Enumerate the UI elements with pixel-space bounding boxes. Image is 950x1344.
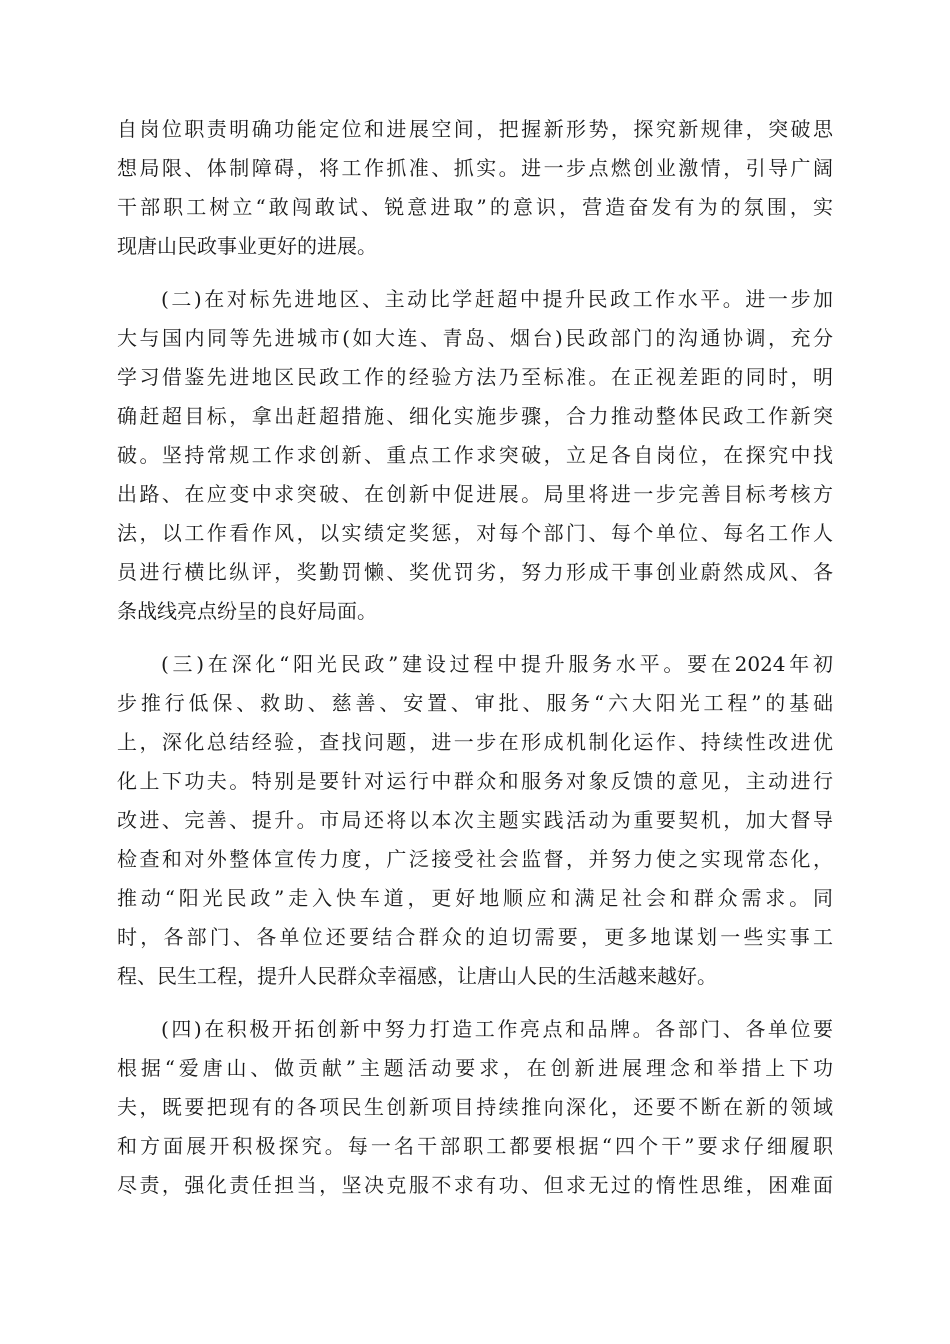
- text-line: 自岗位职责明确功能定位和进展空间，把握新形势，探究新规律，突破思: [117, 117, 833, 141]
- text-line: 根据“爱唐山、做贡献”主题活动要求，在创新进展理念和举措上下功: [117, 1056, 833, 1080]
- text-line: 大与国内同等先进城市(如大连、青岛、烟台)民政部门的沟通协调，充分: [117, 326, 833, 350]
- paragraph-section-4: [117, 1010, 833, 1205]
- text-line: 夫，既要把现有的各项民生创新项目持续推向深化，还要不断在新的领域: [117, 1095, 833, 1119]
- text-line: 尽责，强化责任担当，坚决克服不求有功、但求无过的惰性思维，困难面: [117, 1173, 833, 1197]
- text-line: 确赶超目标，拿出赶超措施、细化实施步骤，合力推动整体民政工作新突: [117, 404, 833, 428]
- text-line: 步推行低保、救助、慈善、安置、审批、服务“六大阳光工程”的基础: [117, 691, 833, 715]
- text-line: 时，各部门、各单位还要结合群众的迫切需要，更多地谋划一些实事工: [117, 925, 833, 949]
- paragraph-section-3: [117, 645, 833, 996]
- paragraph-continuation: [117, 110, 833, 266]
- text-line: 员进行横比纵评，奖勤罚懒、奖优罚劣，努力形成干事创业蔚然成风、各: [117, 560, 833, 584]
- text-line: 化上下功夫。特别是要针对运行中群众和服务对象反馈的意见，主动进行: [117, 769, 833, 793]
- text-line: 程、民生工程，提升人民群众幸福感，让唐山人民的生活越来越好。: [117, 964, 717, 988]
- text-line: 推动“阳光民政”走入快车道，更好地顺应和满足社会和群众需求。同: [117, 886, 833, 910]
- text-line: 法，以工作看作风，以实绩定奖惩，对每个部门、每个单位、每名工作人: [117, 521, 833, 545]
- text-line: 条战线亮点纷呈的良好局面。: [117, 599, 377, 623]
- text-line: 改进、完善、提升。市局还将以本次主题实践活动为重要契机，加大督导: [117, 808, 833, 832]
- text-line: (四)在积极开拓创新中努力打造工作亮点和品牌。各部门、各单位要: [161, 1017, 833, 1041]
- text-line: 出路、在应变中求突破、在创新中促进展。局里将进一步完善目标考核方: [117, 482, 833, 506]
- text-line: 学习借鉴先进地区民政工作的经验方法乃至标准。在正视差距的同时，明: [117, 365, 833, 389]
- text-line: 检查和对外整体宣传力度，广泛接受社会监督，并努力使之实现常态化，: [117, 847, 833, 871]
- text-line: 想局限、体制障碍，将工作抓准、抓实。进一步点燃创业激情，引导广阔: [117, 156, 833, 180]
- text-line: 上，深化总结经验，查找问题，进一步在形成机制化运作、持续性改进优: [117, 730, 833, 754]
- text-line: 现唐山民政事业更好的进展。: [117, 234, 377, 258]
- text-line: 破。坚持常规工作求创新、重点工作求突破，立足各自岗位，在探究中找: [117, 443, 833, 467]
- text-line: (三)在深化“阳光民政”建设过程中提升服务水平。要在2024年初: [161, 652, 833, 676]
- text-line: 和方面展开积极探究。每一名干部职工都要根据“四个干”要求仔细履职: [117, 1134, 833, 1158]
- paragraph-section-2: [117, 280, 833, 631]
- text-line: (二)在对标先进地区、主动比学赶超中提升民政工作水平。进一步加: [161, 287, 833, 311]
- text-line: 干部职工树立“敢闯敢试、锐意进取”的意识，营造奋发有为的氛围，实: [117, 195, 833, 219]
